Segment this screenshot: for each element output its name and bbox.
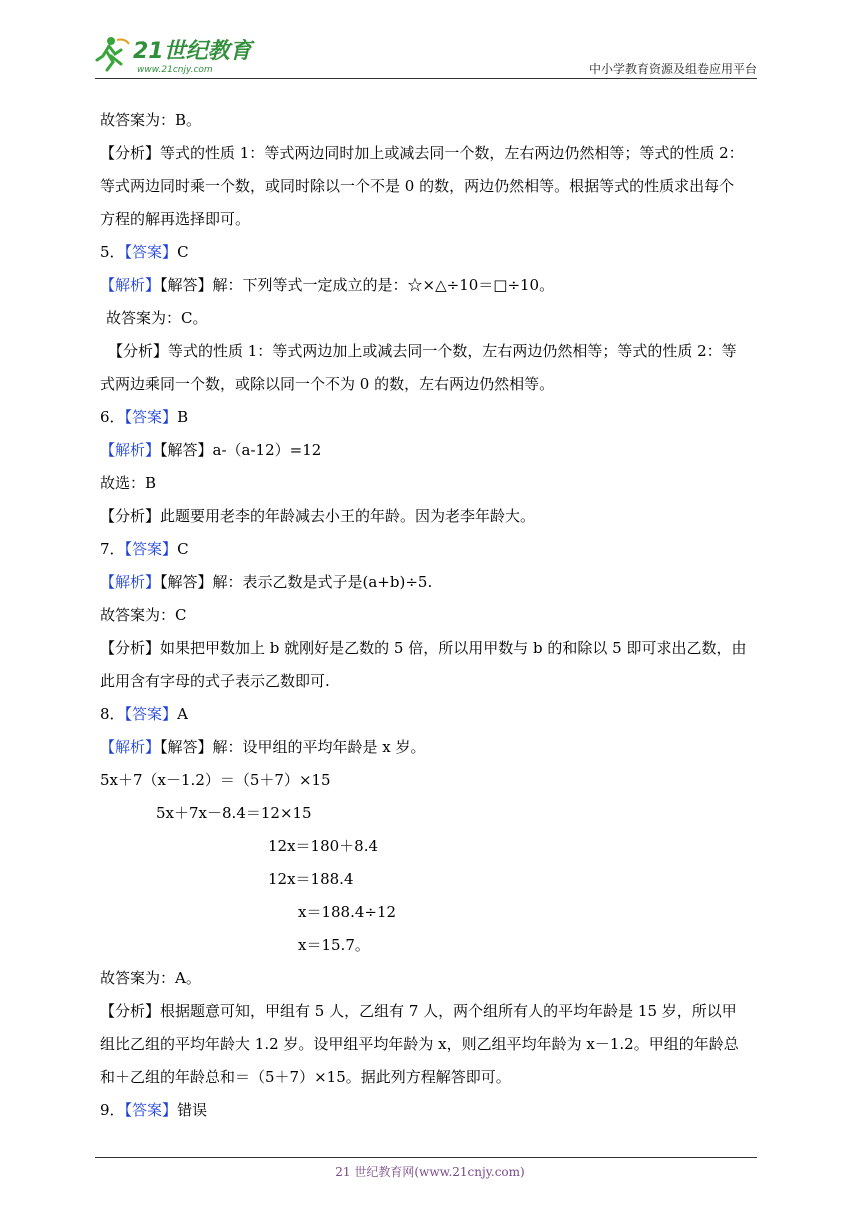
text-line [100,137,760,170]
svg-text:21世纪教育: 21世纪教育 [133,39,252,64]
text-segment: 式两边乘同一个数，或除以同一个不为 0 的数，左右两边仍然相等。 [100,375,555,393]
text-line [100,467,760,500]
text-segment: 【分析】如果把甲数加上 b 就刚好是乙数的 5 倍，所以用甲数与 b 的和除以 5 即可求出乙数，由 [100,639,747,657]
text-segment: 故答案为：C [100,606,187,624]
text-segment: A [177,705,188,723]
text-line [100,1094,760,1127]
text-segment: 【解答】解：表示乙数是式子是(a+b)÷5. [160,573,433,591]
section-tag: 【解析】 [100,738,161,756]
text-segment: C [177,540,189,558]
text-line [100,863,760,896]
section-tag: 【答案】 [124,1101,178,1119]
text-line [100,170,760,203]
text-line [100,401,760,434]
text-segment: 【分析】此题要用老李的年龄减去小王的年龄。因为老李年龄大。 [100,507,536,525]
text-line [100,500,760,533]
text-segment: C [177,243,189,261]
text-line [100,1061,760,1094]
text-segment: 5x＋7（x－1.2）＝（5＋7）×15 [100,771,331,789]
text-line [100,830,760,863]
text-segment: 故选：B [100,474,157,492]
text-segment: 9． [100,1101,125,1119]
section-tag: 【答案】 [124,705,178,723]
text-segment: 故答案为：B。 [100,111,202,129]
text-line [100,335,760,368]
section-tag: 【解析】 [100,573,161,591]
text-line [100,764,760,797]
text-line [100,203,760,236]
text-segment: 【解答】a-（a-12）=12 [160,441,322,459]
document-body [100,104,760,1127]
section-tag: 【解析】 [100,276,161,294]
text-line [100,533,760,566]
text-line [100,929,760,962]
text-line [100,995,760,1028]
section-tag: 【答案】 [124,408,178,426]
header-right-text: 中小学教育资源及组卷应用平台 [588,62,757,76]
text-segment: B [177,408,189,426]
text-line [100,434,760,467]
svg-text:www.21cnjy.com: www.21cnjy.com [137,65,213,75]
text-segment: 6． [100,408,125,426]
text-line [100,368,760,401]
text-segment: 【分析】等式的性质 1：等式两边加上或减去同一个数，左右两边仍然相等；等式的性质 2：等 [108,342,737,360]
section-tag: 【答案】 [124,243,178,261]
page-header [95,30,757,78]
text-segment: 错误 [177,1101,208,1119]
text-segment: 此用含有字母的式子表示乙数即可. [100,672,330,690]
header-divider [95,78,757,79]
text-segment: 5． [100,243,125,261]
text-segment: 等式两边同时乘一个数，或同时除以一个不是 0 的数，两边仍然相等。根据等式的性质求出每个 [100,177,735,195]
footer-divider [95,1157,757,1158]
text-segment: 【分析】等式的性质 1：等式两边同时加上或减去同一个数，左右两边仍然相等；等式的性质 2： [100,144,744,162]
text-line [100,797,760,830]
text-line [100,566,760,599]
text-segment: 方程的解再选择即可。 [100,210,251,228]
text-line [100,302,760,335]
text-segment: 故答案为：A。 [100,969,201,987]
text-segment: x＝15.7。 [298,936,370,954]
text-segment: 【分析】根据题意可知，甲组有 5 人，乙组有 7 人，两个组所有人的平均年龄是 15 岁，所以甲 [100,1002,737,1020]
21cnjy-logo [95,34,270,76]
text-line [100,599,760,632]
text-line [100,104,760,137]
text-line [100,269,760,302]
text-segment: 7． [100,540,125,558]
text-line [100,731,760,764]
page-footer: 21 世纪教育网(www.21cnjy.com) [335,1165,525,1179]
section-tag: 【解析】 [100,441,161,459]
text-segment: 故答案为：C。 [106,309,208,327]
section-tag: 【答案】 [124,540,178,558]
text-segment: 8． [100,705,125,723]
text-line [100,1028,760,1061]
text-segment: 12x＝188.4 [268,870,354,888]
text-segment: 12x＝180＋8.4 [268,837,379,855]
text-segment: x＝188.4÷12 [298,903,397,921]
text-line [100,698,760,731]
text-segment: 【解答】解：下列等式一定成立的是：☆×△÷10＝□÷10。 [160,276,555,294]
text-line [100,896,760,929]
text-segment: 【解答】解：设甲组的平均年龄是 x 岁。 [160,738,426,756]
text-segment: 组比乙组的平均年龄大 1.2 岁。设甲组平均年龄为 x，则乙组平均年龄为 x－1.2。甲组的年龄总 [100,1035,739,1053]
text-line [100,962,760,995]
text-segment: 和＋乙组的年龄总和＝（5＋7）×15。据此列方程解答即可。 [100,1068,511,1086]
text-line [100,236,760,269]
text-segment: 5x＋7x－8.4＝12×15 [156,804,312,822]
text-line [100,632,760,665]
text-line [100,665,760,698]
